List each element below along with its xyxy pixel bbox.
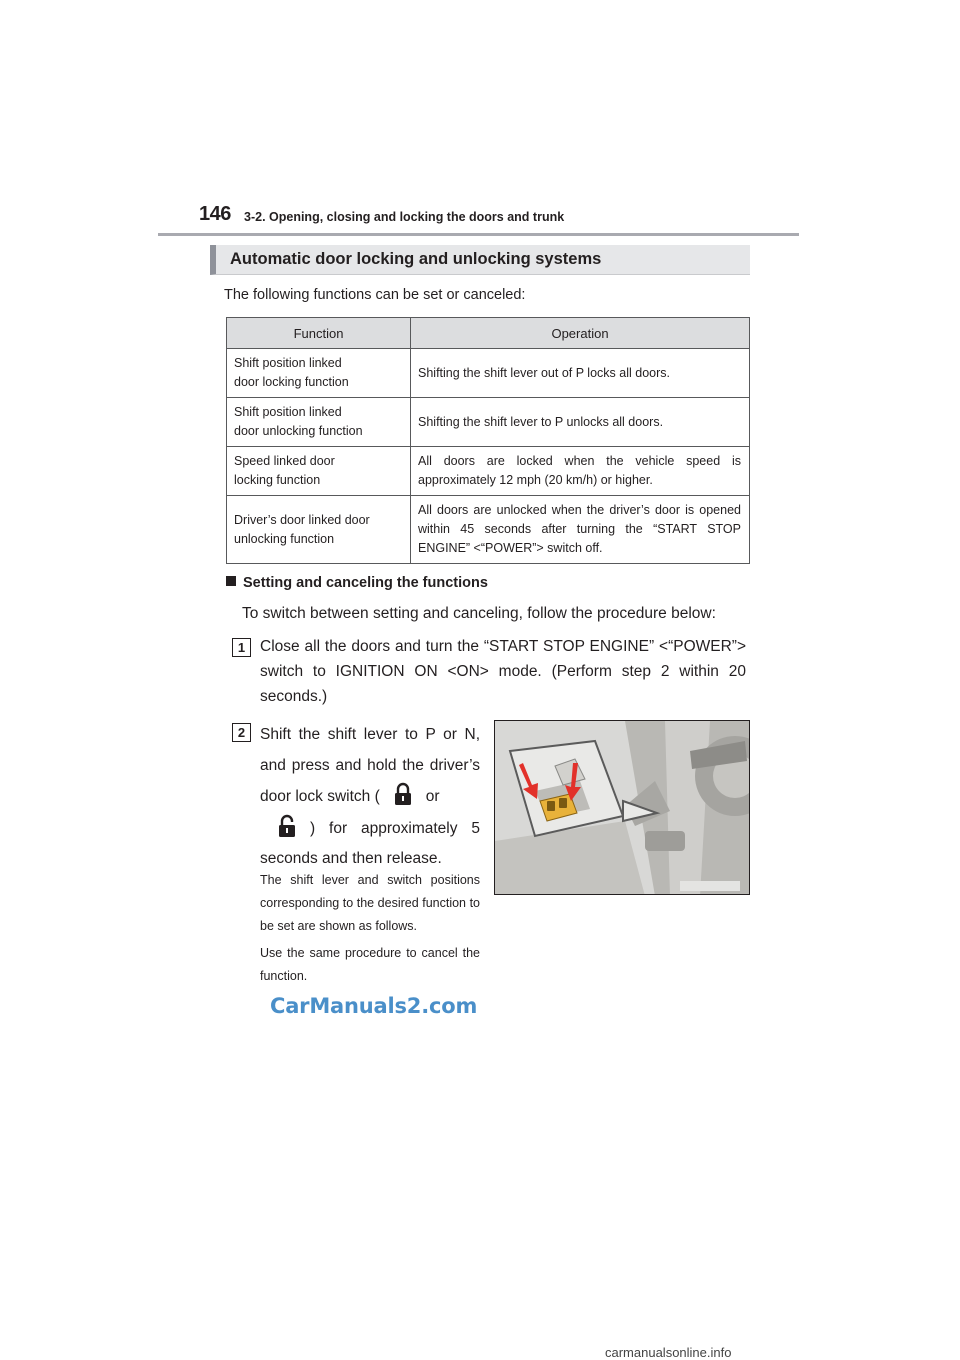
function-cell: Shift position linked door locking function	[227, 349, 411, 398]
operation-cell: All doors are unlocked when the driver’s door is opened within 45 seconds after turning the “START STOP ENGINE” <“POWER”> switch off.	[411, 496, 750, 564]
step-number-1: 1	[232, 638, 251, 657]
table-row	[227, 398, 750, 447]
chapter-title: 3-2. Opening, closing and locking the doors and trunk	[244, 210, 565, 224]
table-row	[227, 496, 750, 564]
step-2-text: Shift the shift lever to P or N, and press and hold the driver’s door lock switch ( or ) for approximately 5 seconds and then release.	[260, 726, 480, 867]
operation-cell: All doors are locked when the vehicle speed is approximately 12 mph (20 km/h) or higher.	[411, 447, 750, 496]
door-lock-switch-illustration	[494, 720, 750, 895]
door-lock-switch-drawing	[495, 721, 750, 895]
step-1-text: Close all the doors and turn the “START STOP ENGINE” <“POWER”> switch to IGNITION ON <ON> mode. (Perform step 2 within 20 seconds.)	[260, 638, 746, 705]
section-title: Automatic door locking and unlocking systems	[230, 250, 602, 268]
section-intro: The following functions can be set or canceled:	[224, 287, 526, 303]
functions-table	[226, 317, 750, 564]
lock-icon	[390, 781, 416, 807]
function-cell: Speed linked door locking function	[227, 447, 411, 496]
column-header-operation: Operation	[411, 318, 750, 349]
step-2-note-cancel: Use the same procedure to cancel the function.	[260, 946, 480, 983]
procedure-intro: To switch between setting and canceling, follow the procedure below:	[242, 605, 716, 622]
footer-watermark: carmanualsonline.info	[605, 1345, 732, 1360]
column-header-function: Function	[227, 318, 411, 349]
header-divider	[158, 233, 799, 236]
watermark: CarManuals2.com	[270, 994, 478, 1018]
operation-cell: Shifting the shift lever to P unlocks all doors.	[411, 398, 750, 447]
step-number-2: 2	[232, 723, 251, 742]
square-bullet-icon	[226, 576, 236, 586]
function-cell: Shift position linked door unlocking function	[227, 398, 411, 447]
subheading: Setting and canceling the functions	[226, 575, 488, 591]
function-cell: Driver’s door linked door unlocking function	[227, 496, 411, 564]
table-header-row	[227, 318, 750, 349]
table-row	[227, 447, 750, 496]
page-number: 146	[199, 203, 231, 225]
unlock-icon	[274, 813, 300, 839]
table-row	[227, 349, 750, 398]
operation-cell: Shifting the shift lever out of P locks all doors.	[411, 349, 750, 398]
step-2-note: The shift lever and switch positions corresponding to the desired function to be set are shown as follows.	[260, 873, 480, 933]
section-heading-bar	[210, 245, 750, 275]
